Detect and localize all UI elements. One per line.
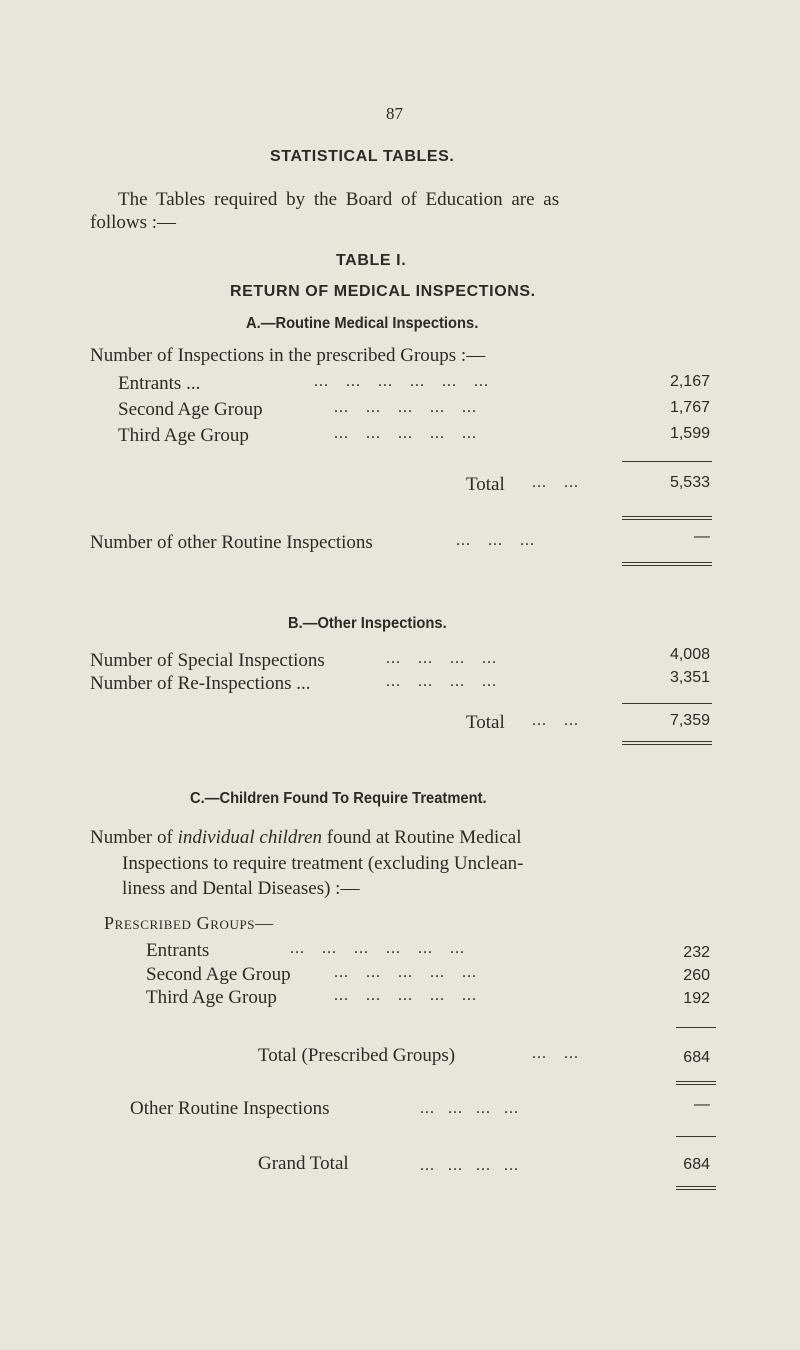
row-value: 3,351: [669, 669, 710, 686]
table-subheading: RETURN OF MEDICAL INSPECTIONS.: [230, 283, 536, 300]
leader-dots: ... ... ... ... ...: [334, 964, 477, 981]
leader-dots: ... ...: [532, 712, 579, 729]
section-b-total-label: Total: [466, 712, 505, 733]
leader-dots: ... ... ... ... ...: [334, 987, 477, 1004]
intro-line-2: follows :—: [90, 212, 177, 233]
intro-italic: individual children: [177, 827, 323, 848]
double-rule: [622, 741, 712, 745]
row-value: 1,767: [669, 399, 710, 416]
intro-text: found at Routine Medical: [322, 827, 522, 848]
leader-dots: ... ... ... ...: [420, 1157, 519, 1174]
leader-dots: ... ... ... ...: [420, 1100, 519, 1117]
leader-dots: ... ... ... ...: [386, 673, 497, 690]
grand-total-value: 684: [683, 1156, 710, 1173]
grand-total-label: Grand Total: [258, 1153, 349, 1174]
double-rule: [622, 562, 712, 566]
leader-dots: ... ... ... ... ...: [334, 399, 477, 416]
section-a-total-value: 5,533: [669, 474, 710, 491]
table-heading: TABLE I.: [336, 252, 407, 269]
section-a-total-label: Total: [466, 474, 505, 495]
section-a-other-label: Number of other Routine Inspections: [90, 532, 373, 553]
leader-dots: ... ... ... ...: [386, 650, 497, 667]
row-value: 4,008: [669, 646, 710, 663]
row-label: Entrants ...: [118, 373, 201, 394]
section-b-heading: B.—Other Inspections.: [288, 615, 447, 632]
prescribed-groups-label: Prescribed Groups—: [104, 913, 274, 933]
section-a-heading: A.—Routine Medical Inspections.: [246, 315, 479, 332]
row-label: Entrants: [146, 940, 210, 961]
row-label: Number of Special Inspections: [90, 650, 325, 671]
row-value: 1,599: [669, 425, 710, 442]
sum-rule: [622, 461, 712, 462]
row-value: 2,167: [669, 373, 710, 390]
section-c-total-label: Total (Prescribed Groups): [258, 1045, 456, 1066]
leader-dots: ... ... ...: [456, 532, 535, 549]
leader-dots: ... ...: [532, 474, 579, 491]
leader-dots: ... ... ... ... ...: [334, 425, 477, 442]
row-label: Second Age Group: [118, 399, 263, 420]
double-rule: [622, 516, 712, 520]
section-c-other-label: Other Routine Inspections: [130, 1098, 330, 1119]
row-label: Third Age Group: [118, 425, 249, 446]
row-label: Third Age Group: [146, 987, 277, 1008]
section-a-intro: Number of Inspections in the prescribed Groups :—: [90, 345, 486, 366]
row-label: Second Age Group: [146, 964, 291, 985]
row-label: Number of Re-Inspections ...: [90, 673, 311, 694]
row-value: 260: [683, 967, 710, 984]
leader-dots: ... ... ... ... ... ...: [290, 940, 465, 957]
sum-rule: [622, 703, 712, 704]
intro-text: Number of: [90, 827, 178, 848]
double-rule: [676, 1081, 716, 1085]
section-b-total-value: 7,359: [669, 712, 710, 729]
intro-line-1: The Tables required by the Board of Education are as: [118, 189, 560, 210]
section-c-intro-line-1: [90, 827, 521, 849]
section-c-total-value: 684: [683, 1049, 710, 1066]
section-a-other-value: —: [694, 528, 710, 545]
page-number: 87: [386, 104, 403, 123]
section-c-intro-line-2: Inspections to require treatment (excluding Unclean-: [122, 853, 524, 874]
sum-rule: [676, 1136, 716, 1137]
section-c-other-value: —: [694, 1096, 710, 1113]
section-c-heading: C.—Children Found To Require Treatment.: [190, 790, 487, 807]
row-value: 232: [683, 944, 710, 961]
section-c-intro-line-3: liness and Dental Diseases) :—: [122, 878, 360, 899]
leader-dots: ... ...: [532, 1045, 579, 1062]
row-value: 192: [683, 990, 710, 1007]
double-rule: [676, 1186, 716, 1190]
sum-rule: [676, 1027, 716, 1028]
page-title: STATISTICAL TABLES.: [270, 148, 455, 165]
leader-dots: ... ... ... ... ... ...: [314, 373, 489, 390]
